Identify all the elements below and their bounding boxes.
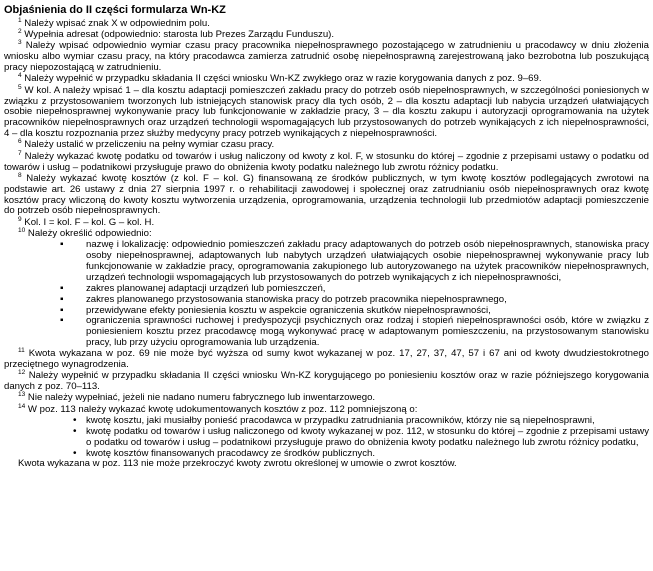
note-14-list	[4, 416, 649, 460]
closing-note: Kwota wykazana w poz. 113 nie może przekroczyć kwoty zwrotu określonej w umowie o zwrot kosztów.	[18, 458, 457, 470]
footnote-text: Należy określić odpowiednio:	[27, 227, 152, 239]
footnote-14	[4, 402, 649, 416]
note-10-list	[4, 240, 649, 349]
footnote-number: 7	[18, 149, 22, 157]
footnote-number: 14	[18, 402, 26, 410]
footnote-text: Należy wpisać znak X w odpowiednim polu.	[24, 18, 210, 29]
footnote-text: Nie należy wypełniać, jeżeli nie nadano numeru fabrycznego lub inwentarzowego.	[27, 392, 376, 404]
document-title: Objaśnienia do II części formularza Wn-KZ	[4, 4, 226, 16]
footnote-number: 13	[18, 391, 26, 399]
footnote-number: 4	[18, 72, 22, 80]
footnote-number: 11	[18, 346, 25, 354]
list-item: ▪ zakres planowanej adaptacji urządzeń lub pomieszczeń,	[86, 284, 649, 295]
footnote-12	[4, 371, 649, 393]
footnote-text: W kol. A należy wpisać 1 – dla kosztu adaptacji pomieszczeń zakładu pracy do potrzeb osób niepełnosprawnych, w szczególności poniesionych w związku z przystosowaniem tworzonych lub istniejących stanowisk pracy dla tych osób, 2 – dla kosztu adaptacji lub nabycia urządzeń ułatwiających osobie niepełnosprawnej wykonywanie pracy lub funkcjonowanie w zakładzie pracy, 3 – dla kosztu zakupu i autoryzacji oprogramowania na użytek pracowników niepełnosprawnych oraz urządzeń technologii wspomagających lub przystosowanych do potrzeb wynikających z ich niepełnosprawności, 4 – dla kosztu rozpoznania przez służby medycyny pracy potrzeb wynikających z niepełnosprawności.	[4, 84, 649, 140]
footnote-text: Należy ustalić w przeliczeniu na pełny wymiar czasu pracy.	[24, 139, 275, 151]
footnote-8	[4, 171, 649, 218]
footnote-5	[4, 83, 649, 141]
footnote-number: 8	[18, 171, 22, 179]
footnote-3	[4, 41, 649, 74]
footnote-number: 5	[18, 83, 22, 91]
footnotes-section-continued	[4, 346, 650, 415]
footnote-number: 2	[18, 28, 22, 36]
footnote-7	[4, 149, 649, 174]
footnote-text: Należy wypełnić w przypadku składania II części wniosku Wn-KZ zwykłego oraz w razie korygowania danych z poz. 9–69.	[24, 73, 542, 85]
footnote-text: W poz. 113 należy wykazać kwotę udokumentowanych kosztów z poz. 112 pomniejszoną o:	[27, 403, 418, 415]
footnote-number: 6	[18, 138, 22, 146]
footnote-text: Kwota wykazana w poz. 69 nie może być wyższa od sumy kwot wykazanej w poz. 17, 27, 37, 47, 57 i 67 ani od kwoty dwudziestokrotnego przeciętnego wynagrodzenia.	[4, 348, 649, 371]
footnote-text: Należy wpisać odpowiednio wymiar czasu pracy pracownika niepełnosprawnego pozostającego w zatrudnieniu u pracodawcy w dniu złożenia wniosku albo wymiar czasu pracy, na który pracodawca zamierza zatrudnić osobę niepełnosprawną zarejestrowaną jako bezrobotna lub poszukującą pracy niepozostającą w zatrudnieniu.	[4, 40, 649, 74]
footnote-number: 12	[18, 369, 26, 377]
footnote-number: 9	[18, 215, 22, 223]
list-item: ▪ ograniczenia sprawności ruchowej i predyspozycji psychicznych oraz rodzaj i stopień niepełnosprawności osób, które w związku z poniesieniem kosztu przez pracodawcę mogą wykonywać pracę w adaptowanym pomieszczeniu, na przystosowanym stanowisku pracy, lub przy użyciu oprogramowania lub urządzenia.	[86, 316, 649, 349]
footnote-text: Należy wykazać kwotę podatku od towarów i usług naliczony od kwoty z kol. F, w stosunku do której – zgodnie z przepisami ustawy o podatku od towarów i usług – podatnikowi przysługuje prawo do obniżenia kwoty podatku należnego lub zwrotu różnicy podatku.	[4, 150, 649, 173]
footnotes-section	[4, 16, 649, 240]
footnote-11	[4, 346, 649, 371]
footnote-number: 10	[18, 226, 26, 234]
list-item: • kwotę kosztów finansowanych pracodawcy ze środków publicznych.	[86, 449, 649, 460]
list-item: • kwotę kosztu, jaki musiałby ponieść pracodawca w przypadku zatrudniania pracowników, którzy nie są niepełnosprawni,	[86, 416, 649, 427]
footnote-number: 1	[18, 16, 22, 24]
list-item: • kwotę podatku od towarów i usług naliczonego od kwoty wykazanej w poz. 112, w stosunku do której – zgodnie z przepisami ustawy o podatku od towarów i usług – podatnikowi przysługuje prawo do obniżenia kwoty podatku należnego lub zwrotu różnicy podatku,	[86, 427, 649, 449]
footnote-text: Należy wypełnić w przypadku składania II części wniosku Wn-KZ korygującego po poniesieniu kosztów oraz w razie późniejszego korygowania danych z poz. 70–113.	[4, 370, 650, 393]
list-item: ▪ przewidywane efekty poniesienia kosztu w aspekcie ograniczenia skutków niepełnosprawności,	[86, 306, 649, 317]
footnote-text: Kol. I = kol. F – kol. G – kol. H.	[24, 216, 155, 228]
list-item: ▪ zakres planowanego przystosowania stanowiska pracy do potrzeb pracownika niepełnosprawnego,	[86, 295, 649, 306]
list-item: ▪ nazwę i lokalizację: odpowiednio pomieszczeń zakładu pracy adaptowanych do potrzeb osób niepełnosprawnych, stanowiska pracy osoby niepełnosprawnej, adaptowanych lub nabytych urządzeń ułatwiających osobie niepełnosprawnej wykonywanie pracy lub funkcjonowanie w zakładzie pracy, oprogramowania zakupionego lub autoryzowanego na użytek pracowników niepełnosprawnych, urządzeń technologii wspomagających lub przystosowanych do potrzeb wynikających z ich niepełnosprawności,	[86, 240, 649, 284]
footnote-text: Należy wykazać kwotę kosztów (z kol. F – kol. G) finansowaną ze środków publicznych, w tym kwotę kosztów podlegających zwrotowi na podstawie art. 26 ustawy z dnia 27 sierpnia 1997 r. o rehabilitacji zawodowej i społecznej oraz zatrudnianiu osób niepełnosprawnych oraz kwotę kosztów pracy wliczoną do kwoty kosztu wytworzenia urządzenia, oprogramowania, urządzenia technologii lub przedmiotów adaptacji pomieszczenie do potrzeb osób niepełnosprawnych.	[4, 172, 649, 217]
footnote-number: 3	[18, 39, 22, 47]
footnote-text: Wypełnia adresat (odpowiednio: starosta lub Prezes Zarządu Funduszu).	[24, 29, 335, 41]
